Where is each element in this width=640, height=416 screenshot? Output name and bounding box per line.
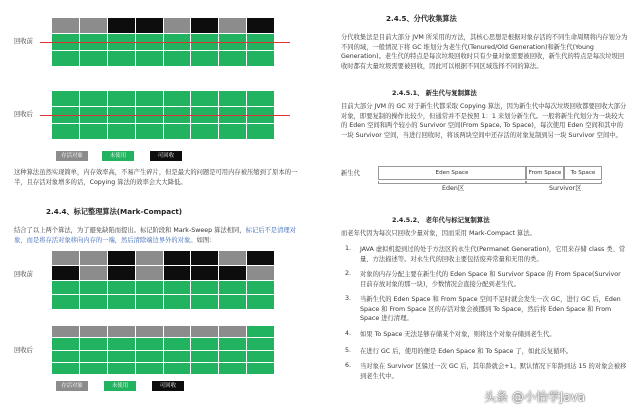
memory-cell <box>247 338 274 349</box>
memory-cell <box>164 266 191 280</box>
memory-cell <box>219 51 246 66</box>
memory-cell <box>108 338 135 349</box>
survivor-zone-label: Survivor区 <box>549 185 582 192</box>
memory-cell <box>247 124 274 139</box>
memory-cell <box>108 251 135 265</box>
memory-cell <box>191 251 218 265</box>
memory-cell <box>136 281 163 295</box>
memory-cell <box>80 251 107 265</box>
memory-cell <box>80 124 107 139</box>
section-young-copying: 2.4.5.1、 新生代与复制算法 <box>392 89 477 97</box>
section-mark-compact: 2.4.4、标记整理算法(Mark-Compact) <box>46 207 183 216</box>
memory-cell <box>80 18 107 33</box>
after2-label: 回收后 <box>14 347 33 354</box>
legend2-reclaimable: 可回收 <box>152 381 184 391</box>
memory-cell <box>164 91 191 106</box>
to-space-box: To Space <box>564 166 602 180</box>
memory-cell <box>136 326 163 337</box>
divider-line-2 <box>40 115 290 116</box>
memory-cell <box>219 266 246 280</box>
memory-cell <box>80 363 107 374</box>
eden-space-box: Eden Space <box>378 166 526 180</box>
memory-cell <box>191 338 218 349</box>
memory-cell <box>247 351 274 362</box>
memory-cell <box>136 351 163 362</box>
memory-cell <box>108 51 135 66</box>
gen-text-a: 分代收集法是目前大部分 JVM 所采用的方法，其核心思想是根据对象存活的不同生命周期将内存划分为不同的域，一般情况下将 GC 堆划分为老生代(Tenured/Old Generation)和新生代(Young Generation)。 <box>341 34 628 61</box>
memory-cell <box>219 326 246 337</box>
memory-cell <box>191 363 218 374</box>
young-copying-desc: 目前大部分 JVM 的 GC 对于新生代都采取 Copying 算法，因为新生代中每次垃圾回收都要回收大部分对象，即要复制的操作比较少，但通常并不是按照 1：1 来划分新生代。一般将新生代划分为一块较大的 Eden 空间和两个较小的 Survivor 空间(From Space, To Space)，每次使用 Eden 空间和其中的一块 Survivor 空间，当进行回收时，将该两块空间中还存活的对象复制到另一块 Survivor 空间中。 <box>341 103 627 139</box>
memory-cell <box>52 51 79 66</box>
memory-cell <box>191 266 218 280</box>
memory-cell <box>191 18 218 33</box>
memory-cell <box>52 124 79 139</box>
memory-cell <box>247 18 274 33</box>
memory-cell <box>164 251 191 265</box>
legend-surviving: 存活对象 <box>56 151 88 161</box>
memory-cell <box>164 281 191 295</box>
memory-cell <box>52 91 79 106</box>
memory-cell <box>164 124 191 139</box>
list-item: 在进行 GC 后，使用的便是 Eden Space 和 To Space 了，如此反复循环。 <box>360 348 573 355</box>
memory-cell <box>247 251 274 265</box>
memory-cell <box>164 363 191 374</box>
list-number: 6. <box>345 362 352 369</box>
memory-cell <box>164 338 191 349</box>
legend-reclaimable: 可回收 <box>150 151 182 161</box>
memory-cell <box>219 281 246 295</box>
memory-cell <box>191 295 218 309</box>
memory-cell <box>164 326 191 337</box>
watermark: 头条 @小怡学Java <box>484 390 586 404</box>
copying-conclusion: 这种算法虽然实现简单，内存效率高，不易产生碎片，但是最大的问题是可用内存被压缩到了原本的一半，且存活对象增多的话，Copying 算法的效率会大大降低。 <box>14 169 298 186</box>
list-number: 1. <box>345 245 352 252</box>
memory-cell <box>80 91 107 106</box>
list-item: JAVA 虚拟机提到过的处于方法区的永生代(Permanet Generation)，它用来存储 class 类、常量、方法描述等。对永生代的回收主要包括废弃常量和无用的类。 <box>360 246 626 263</box>
memory-cell <box>52 266 79 280</box>
memory-cell <box>52 363 79 374</box>
memory-cell <box>136 295 163 309</box>
after-label: 回收后 <box>14 111 33 118</box>
memory-cell <box>247 363 274 374</box>
memory-cell <box>136 338 163 349</box>
list-number: 5. <box>345 347 352 354</box>
old-gen-desc: 而老年代因为每次只回收少量对象，因而采用 Mark-Compact 算法。 <box>341 230 536 237</box>
memory-cell <box>80 51 107 66</box>
generational-desc <box>341 33 629 71</box>
mark-compact-desc <box>14 226 304 245</box>
list-item: 如果 To Space 无法足够存储某个对象，则将这个对象存储到老生代。 <box>360 331 556 338</box>
list-item: 当对象在 Survivor 区躲过一次 GC 后，其年龄就会+1。默认情况下年龄到达 15 的对象会被移到老生代中。 <box>360 363 627 380</box>
list-item: 当新生代的 Eden Space 和 From Space 空间不足时就会发生一次 GC，进行 GC 后，Eden Space 和 From Space 区的存活对象会被挪到 To Space，然后将 Eden Space 和 From Space 进行清理。 <box>360 296 621 323</box>
memory-cell <box>108 281 135 295</box>
memory-cell <box>108 326 135 337</box>
memory-cell <box>80 281 107 295</box>
divider-line <box>40 42 290 43</box>
mc-text-c: 如图： <box>196 236 216 244</box>
memory-cell <box>108 351 135 362</box>
from-space-box: From Space <box>526 166 564 180</box>
memory-cell <box>136 363 163 374</box>
memory-cell <box>80 266 107 280</box>
memory-cell <box>219 124 246 139</box>
memory-cell <box>52 351 79 362</box>
memory-cell <box>136 18 163 33</box>
memory-cell <box>136 251 163 265</box>
memory-cell <box>108 266 135 280</box>
memory-cell <box>219 91 246 106</box>
memory-cell <box>52 251 79 265</box>
eden-zone-label: Eden区 <box>442 185 465 192</box>
memory-cell <box>219 251 246 265</box>
memory-cell <box>80 326 107 337</box>
memory-cell <box>108 91 135 106</box>
memory-cell <box>191 351 218 362</box>
list-number: 2. <box>345 270 352 277</box>
legend2-surviving: 存活对象 <box>56 381 88 391</box>
memory-cell <box>52 281 79 295</box>
memory-cell <box>191 91 218 106</box>
legend-unused: 未使用 <box>102 151 134 161</box>
memory-cell <box>164 18 191 33</box>
before2-label: 回收前 <box>14 271 33 278</box>
memory-grid-after-2 <box>52 326 274 374</box>
before-label: 回收前 <box>14 38 33 45</box>
memory-cell <box>80 351 107 362</box>
memory-cell <box>136 266 163 280</box>
young-gen-label: 新生代 <box>341 170 360 177</box>
memory-cell <box>108 124 135 139</box>
mc-text-a: 结合了以上两个算法，为了避免缺陷而提出。标记阶段和 Mark-Sweep 算法相同， <box>14 227 246 234</box>
memory-cell <box>108 363 135 374</box>
memory-cell <box>52 295 79 309</box>
memory-cell <box>164 295 191 309</box>
memory-cell <box>136 91 163 106</box>
memory-cell <box>136 51 163 66</box>
memory-cell <box>164 351 191 362</box>
memory-cell <box>52 326 79 337</box>
memory-cell <box>108 295 135 309</box>
memory-cell <box>136 124 163 139</box>
memory-cell <box>247 266 274 280</box>
mc-text-b: 标记后不是清理对象，而是将存活对象移向内存的一端，然后清除端边界外的对象。 <box>14 227 296 244</box>
memory-cell <box>247 295 274 309</box>
memory-cell <box>191 326 218 337</box>
memory-cell <box>219 18 246 33</box>
memory-cell <box>191 281 218 295</box>
memory-cell <box>247 281 274 295</box>
memory-cell <box>80 338 107 349</box>
section-generational: 2.4.5、分代收集算法 <box>386 14 457 23</box>
memory-cell <box>219 295 246 309</box>
memory-cell <box>191 124 218 139</box>
memory-cell <box>219 338 246 349</box>
memory-cell <box>164 51 191 66</box>
memory-cell <box>191 51 218 66</box>
memory-cell <box>247 326 274 337</box>
section-old-compact: 2.4.5.2、 老年代与标记复制算法 <box>392 216 490 224</box>
list-item: 对象的内存分配主要在新生代的 Eden Space 和 Survivor Space 的 From Space(Survivor 目前存放对象的那一块)，少数情况会直接分配到老生代。 <box>360 271 621 288</box>
memory-cell <box>219 363 246 374</box>
list-number: 3. <box>345 295 352 302</box>
memory-cell <box>52 18 79 33</box>
memory-cell <box>219 351 246 362</box>
memory-cell <box>247 51 274 66</box>
memory-cell <box>80 295 107 309</box>
gen-text-b: 老生代的特点是每次垃圾回收时只有少量对象需要被回收，新生代的特点是每次垃圾回收时都有大量垃圾需要被回收，因此可以根据不同区域选择不同的算法。 <box>341 53 625 70</box>
memory-cell <box>52 338 79 349</box>
legend2-unused: 未使用 <box>104 381 136 391</box>
memory-cell <box>247 91 274 106</box>
list-number: 4. <box>345 330 352 337</box>
memory-grid-before-2 <box>52 251 274 309</box>
memory-cell <box>108 18 135 33</box>
